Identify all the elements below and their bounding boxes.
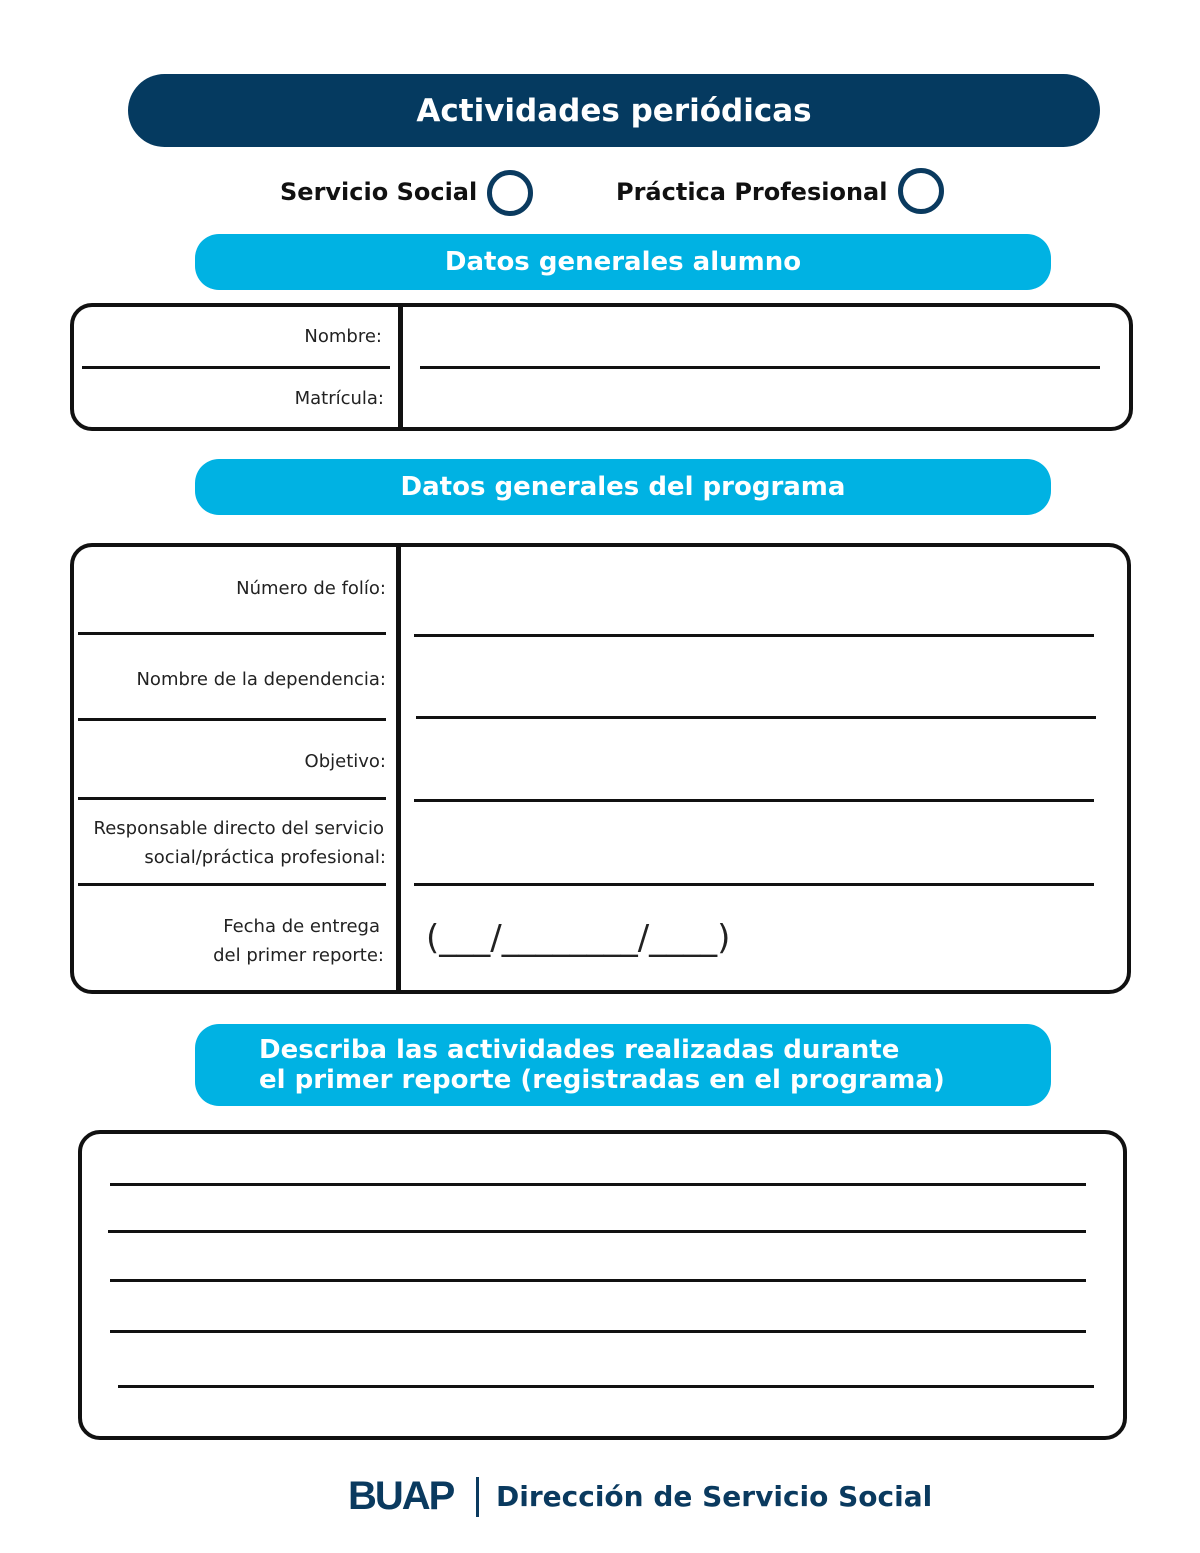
folio-label-rule bbox=[78, 632, 386, 635]
alumno-divider bbox=[398, 305, 403, 429]
objetivo-field[interactable] bbox=[414, 799, 1094, 802]
actividades-line-4[interactable] bbox=[110, 1330, 1086, 1333]
matricula-label: Matrícula: bbox=[294, 388, 384, 409]
actividades-line-3[interactable] bbox=[110, 1279, 1086, 1282]
dependencia-label: Nombre de la dependencia: bbox=[136, 669, 386, 690]
practica-profesional-radio[interactable] bbox=[898, 168, 944, 214]
programa-section-header: Datos generales del programa bbox=[195, 459, 1051, 515]
footer-separator bbox=[476, 1477, 479, 1517]
dependencia-field[interactable] bbox=[416, 716, 1096, 719]
fecha-label-line2: del primer reporte: bbox=[213, 945, 384, 966]
footer-department: Dirección de Servicio Social bbox=[496, 1480, 933, 1513]
nombre-label: Nombre: bbox=[304, 326, 382, 347]
responsable-label-line1: Responsable directo del servicio bbox=[93, 818, 384, 839]
responsable-label-line2: social/práctica profesional: bbox=[144, 847, 386, 868]
practica-profesional-label: Práctica Profesional bbox=[616, 178, 888, 206]
buap-logo: BUAP bbox=[348, 1474, 454, 1518]
responsable-field[interactable] bbox=[414, 883, 1094, 886]
fecha-label-line1: Fecha de entrega bbox=[223, 916, 380, 937]
folio-field[interactable] bbox=[414, 634, 1094, 637]
programa-divider bbox=[396, 545, 401, 992]
fecha-entrega-field[interactable]: (___/________/____) bbox=[426, 918, 731, 958]
objetivo-label: Objetivo: bbox=[304, 751, 386, 772]
alumno-label-rule bbox=[82, 366, 390, 369]
matricula-field[interactable] bbox=[420, 376, 1100, 424]
alumno-section-header: Datos generales alumno bbox=[195, 234, 1051, 290]
actividades-section-header bbox=[195, 1024, 1051, 1106]
responsable-label-rule bbox=[78, 883, 386, 886]
actividades-line-1[interactable] bbox=[110, 1183, 1086, 1186]
dependencia-label-rule bbox=[78, 718, 386, 721]
servicio-social-radio[interactable] bbox=[487, 170, 533, 216]
actividades-heading-line1: Describa las actividades realizadas durante bbox=[259, 1035, 900, 1065]
folio-label: Número de folío: bbox=[236, 578, 386, 599]
servicio-social-label: Servicio Social bbox=[280, 178, 478, 206]
actividades-line-5[interactable] bbox=[118, 1385, 1094, 1388]
actividades-box bbox=[78, 1130, 1127, 1440]
actividades-line-2[interactable] bbox=[108, 1230, 1086, 1233]
objetivo-label-rule bbox=[78, 797, 386, 800]
page-title: Actividades periódicas bbox=[128, 74, 1100, 147]
actividades-heading-line2: el primer reporte (registradas en el programa) bbox=[259, 1065, 945, 1095]
nombre-field[interactable] bbox=[420, 366, 1100, 369]
